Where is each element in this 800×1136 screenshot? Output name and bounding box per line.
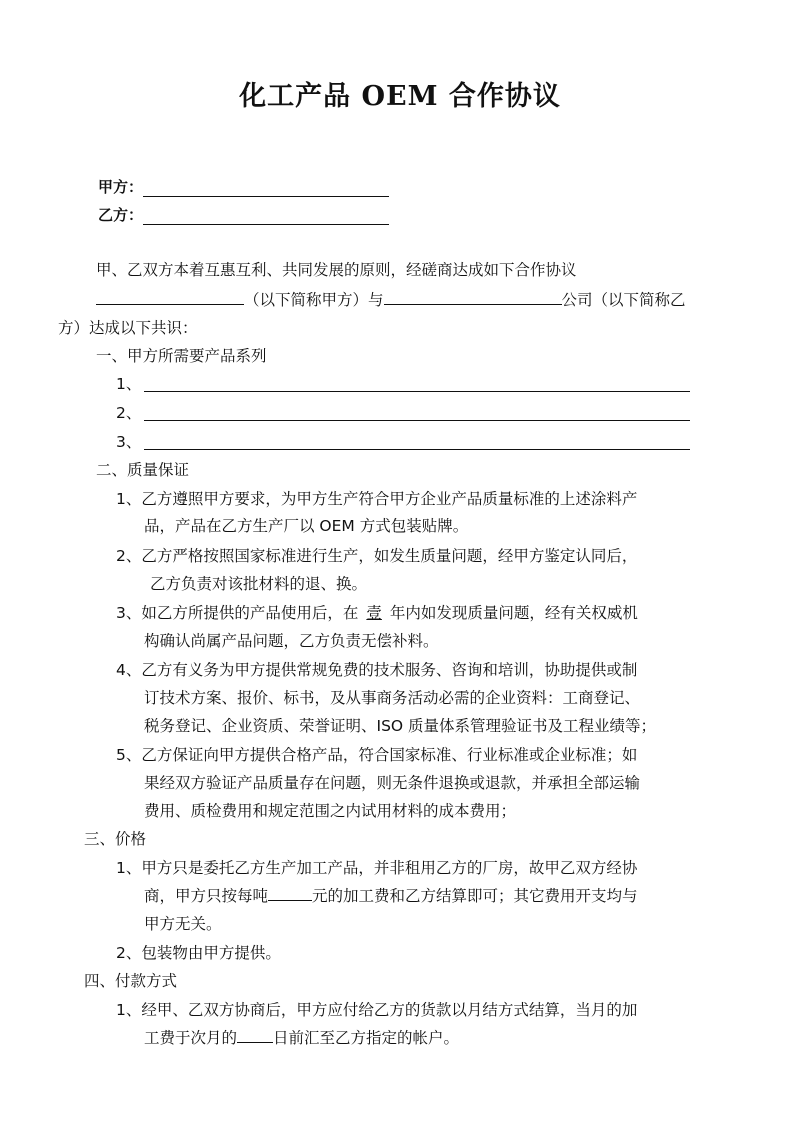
- sec1-item-3-blank: [144, 449, 690, 450]
- s2-5-line-a: 5、乙方保证向甲方提供合格产品，符合国家标准、行业标准或企业标准；如: [116, 746, 638, 764]
- intro-l2-b: 公司（以下简称乙: [561, 291, 686, 309]
- s2-4-line-c: 税务登记、企业资质、荣誉证明、ISO 质量体系管理验证书及工程业绩等；: [144, 717, 657, 735]
- s4-1-pre: 工费于次月的: [144, 1029, 238, 1047]
- s2-2-line-b: 乙方负责对该批材料的退、换。: [150, 575, 368, 593]
- intro-l2-a: （以下简称甲方）与: [244, 291, 384, 309]
- sec1-item-2-blank: [144, 420, 690, 421]
- s3-1-post: 元的加工费和乙方结算即可；其它费用开支均与: [312, 887, 638, 905]
- s4-1-day-blank: [237, 1028, 273, 1043]
- s3-1-line-a: 1、甲方只是委托乙方生产加工产品，并非租用乙方的厂房，故甲乙双方经协: [116, 859, 638, 877]
- party-a-label: 甲方：: [98, 178, 144, 196]
- s2-4-line-a: 4、乙方有义务为甲方提供常规免费的技术服务、咨询和培训，协助提供或制: [116, 661, 638, 679]
- s3-1-line-b: [144, 886, 638, 906]
- intro-line-2: [96, 290, 686, 310]
- s2-4-line-b: 订技术方案、报价、标书，及从事商务活动必需的企业资料：工商登记、: [144, 689, 641, 707]
- section-3-heading: 三、价格: [84, 830, 147, 848]
- party-a-blank: [143, 180, 389, 197]
- sec1-item-3: 3、: [116, 433, 142, 451]
- s4-1-line-b: [144, 1028, 459, 1048]
- intro-blank-a: [96, 290, 244, 305]
- s3-2-line: 2、包装物由甲方提供。: [116, 944, 281, 962]
- sec1-item-2: 2、: [116, 404, 142, 422]
- s2-3-pre: 3、如乙方所提供的产品使用后，在: [116, 604, 359, 622]
- s2-3-post: 年内如发现质量问题，经有关权威机: [389, 604, 638, 622]
- party-a-row: [98, 176, 389, 197]
- s3-1-line-c: 甲方无关。: [144, 915, 222, 933]
- s2-3-line-b: 构确认尚属产品问题，乙方负责无偿补料。: [144, 632, 439, 650]
- document-title: 化工产品 OEM 合作协议: [239, 81, 561, 112]
- s2-3-fill-years: 壹: [366, 604, 382, 622]
- party-b-blank: [143, 208, 389, 225]
- s2-3-line-a: [116, 603, 638, 623]
- s2-1-line-b: 品，产品在乙方生产厂以 OEM 方式包装贴牌。: [144, 517, 469, 535]
- sec1-item-1-blank: [144, 391, 690, 392]
- party-b-label: 乙方：: [98, 206, 144, 224]
- section-1-heading: 一、甲方所需要产品系列: [96, 347, 267, 365]
- s2-2-line-a: 2、乙方严格按照国家标准进行生产，如发生质量问题，经甲方鉴定认同后，: [116, 547, 638, 565]
- s3-1-price-blank: [268, 886, 312, 901]
- s3-1-pre: 商，甲方只按每吨: [144, 887, 269, 905]
- s4-1-line-a: 1、经甲、乙双方协商后，甲方应付给乙方的货款以月结方式结算，当月的加: [116, 1001, 638, 1019]
- s4-1-post: 日前汇至乙方指定的帐户。: [273, 1029, 460, 1047]
- section-2-heading: 二、质量保证: [96, 461, 190, 479]
- sec1-item-1: 1、: [116, 375, 142, 393]
- intro-line-3: 方）达成以下共识：: [58, 319, 198, 337]
- intro-blank-b: [384, 290, 562, 305]
- s2-1-line-a: 1、乙方遵照甲方要求，为甲方生产符合甲方企业产品质量标准的上述涂料产: [116, 490, 638, 508]
- s2-5-line-c: 费用、质检费用和规定范围之内试用材料的成本费用；: [144, 802, 517, 820]
- section-4-heading: 四、付款方式: [84, 972, 178, 990]
- intro-line-1: 甲、乙双方本着互惠互利、共同发展的原则，经磋商达成如下合作协议: [96, 261, 577, 279]
- party-b-row: [98, 204, 389, 225]
- s2-5-line-b: 果经双方验证产品质量存在问题，则无条件退换或退款，并承担全部运输: [144, 774, 641, 792]
